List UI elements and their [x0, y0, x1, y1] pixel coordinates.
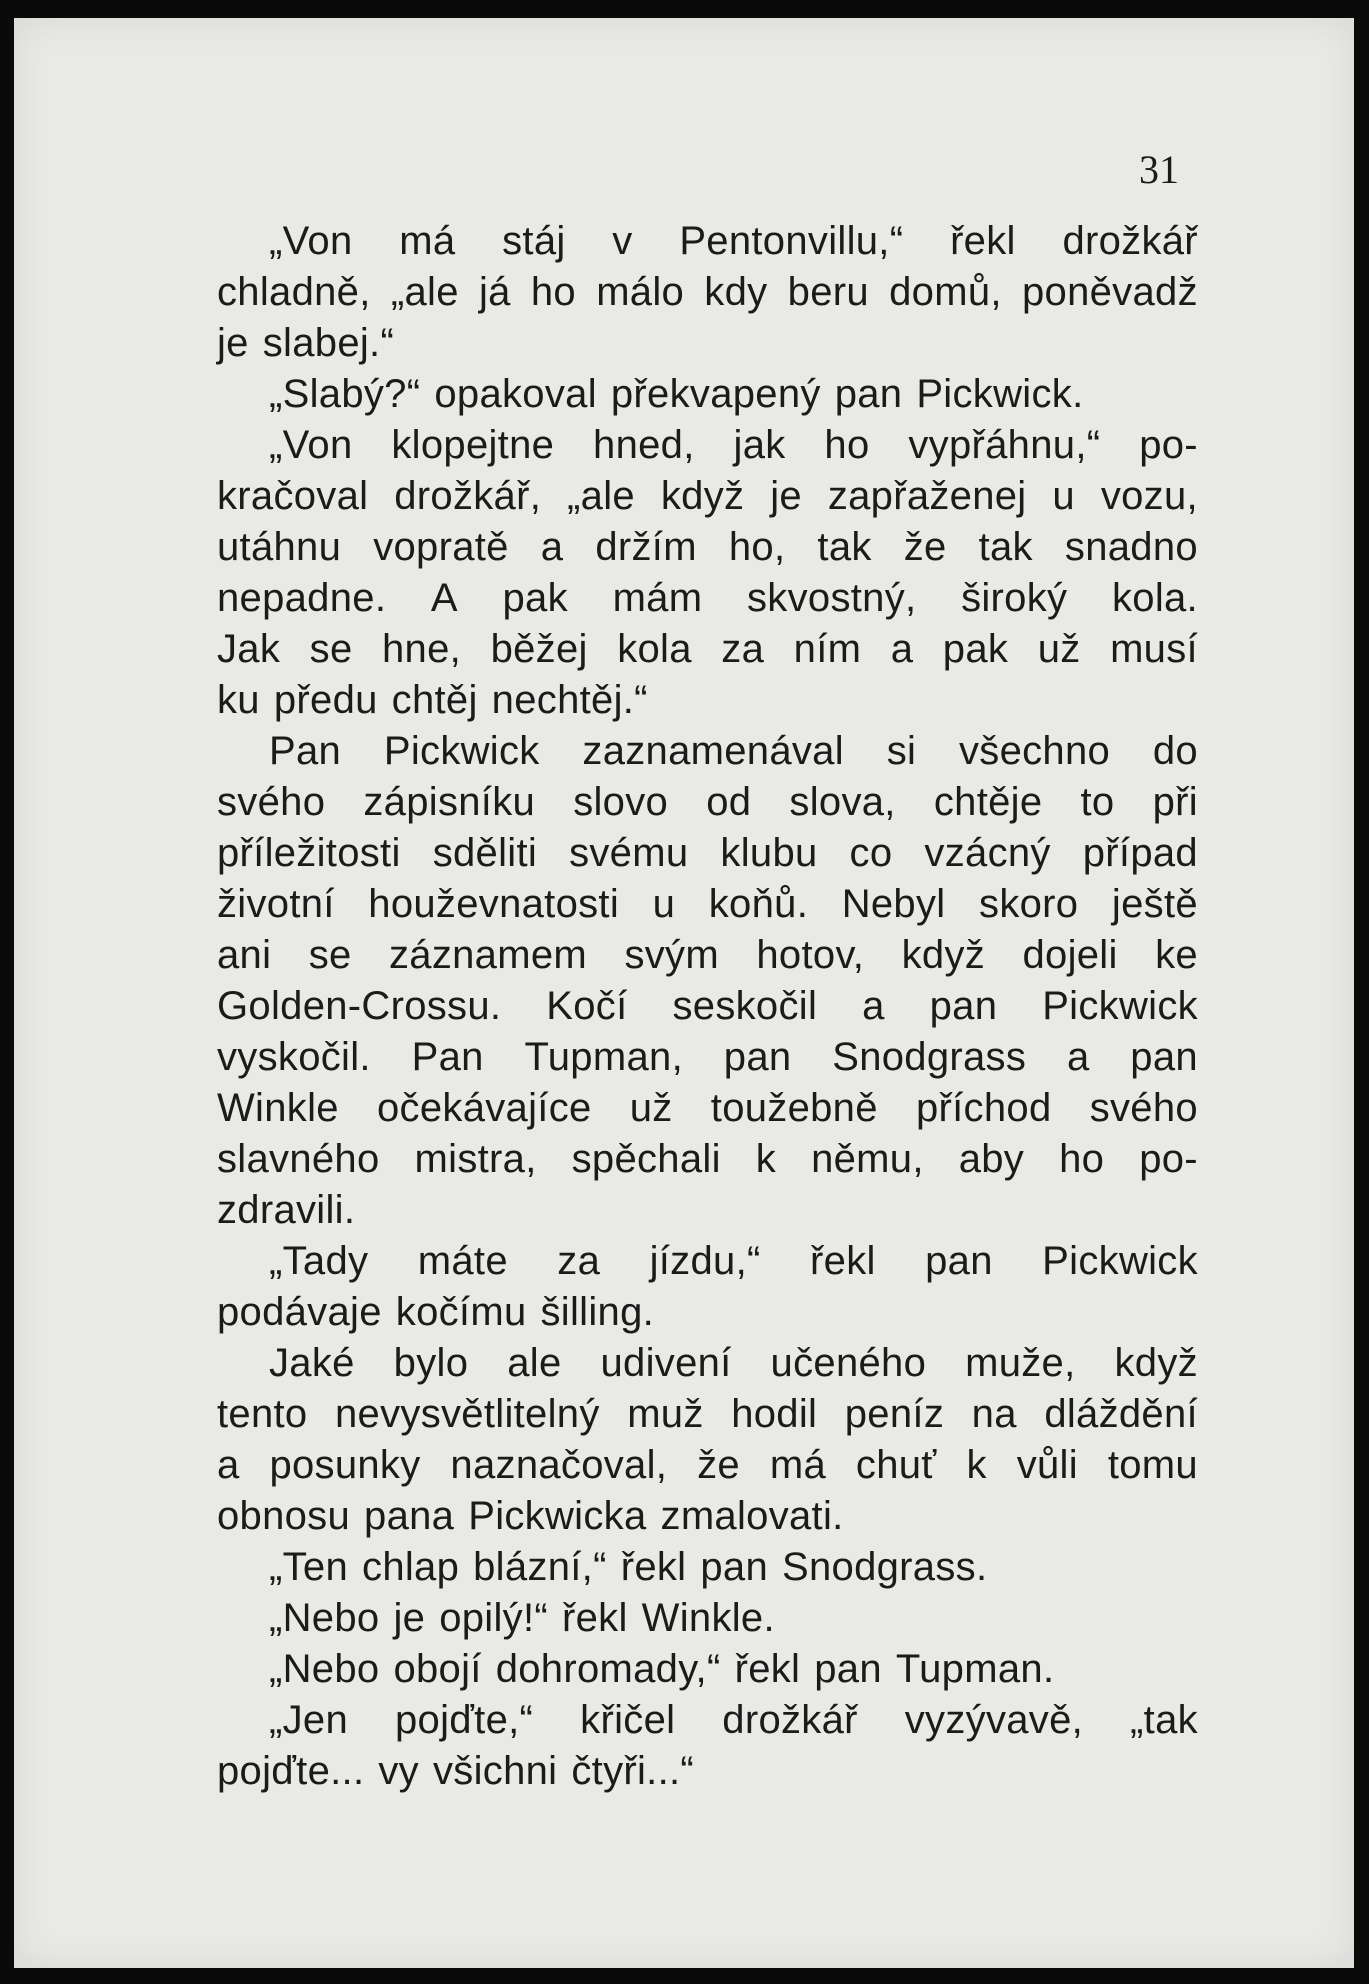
text-line: Winkle očekávajíce už toužebně příchod svého — [217, 1086, 1198, 1130]
text-line: příležitosti sděliti svému klubu co vzácný případ — [217, 831, 1198, 875]
text-line: obnosu pana Pickwicka zmalovati. — [217, 1494, 844, 1538]
text-line: „Von má stáj v Pentonvillu,“ řekl drožkář — [269, 219, 1198, 263]
text-line: tento nevysvětlitelný muž hodil peníz na dláždění — [217, 1392, 1198, 1436]
text-line: chladně, „ale já ho málo kdy beru domů, poněvadž — [217, 270, 1198, 314]
text-line: „Nebo obojí dohromady,“ řekl pan Tupman. — [269, 1647, 1055, 1691]
text-line: podávaje kočímu šilling. — [217, 1290, 655, 1334]
text-line: je slabej.“ — [217, 321, 395, 365]
text-line: životní houževnatosti u koňů. Nebyl skoro ještě — [217, 882, 1198, 926]
text-line: Golden-Crossu. Kočí seskočil a pan Pickwick — [217, 984, 1198, 1028]
text-line: ani se záznamem svým hotov, když dojeli ke — [217, 933, 1198, 977]
text-line: pojďte... vy všichni čtyři...“ — [217, 1749, 695, 1793]
text-line: „Ten chlap blázní,“ řekl pan Snodgrass. — [269, 1545, 988, 1589]
text-line: svého zápisníku slovo od slova, chtěje to při — [217, 780, 1198, 824]
text-line: Pan Pickwick zaznamenával si všechno do — [269, 729, 1198, 773]
text-line: „Jen pojďte,“ křičel drožkář vyzývavě, „tak — [269, 1698, 1198, 1742]
text-line: Jak se hne, běžej kola za ním a pak už musí — [217, 627, 1198, 671]
text-line: „Nebo je opilý!“ řekl Winkle. — [269, 1596, 775, 1640]
text-line: nepadne. A pak mám skvostný, široký kola. — [217, 576, 1198, 620]
text-line: ku předu chtěj nechtěj.“ — [217, 678, 648, 722]
text-line: „Von klopejtne hned, jak ho vypřáhnu,“ po- — [269, 423, 1198, 467]
text-line: „Slabý?“ opakoval překvapený pan Pickwick. — [269, 372, 1084, 416]
text-line: zdravili. — [217, 1188, 356, 1232]
page-text — [217, 216, 1198, 1797]
text-line: a posunky naznačoval, že má chuť k vůli tomu — [217, 1443, 1198, 1487]
page-number: 31 — [1139, 147, 1179, 192]
text-line: utáhnu vopratě a držím ho, tak že tak snadno — [217, 525, 1198, 569]
text-line: kračoval drožkář, „ale když je zapřaženej u vozu, — [217, 474, 1198, 518]
text-line: „Tady máte za jízdu,“ řekl pan Pickwick — [269, 1239, 1198, 1283]
text-line: slavného mistra, spěchali k němu, aby ho po- — [217, 1137, 1198, 1181]
text-line: Jaké bylo ale udivení učeného muže, když — [269, 1341, 1198, 1385]
book-page — [14, 18, 1354, 1968]
text-line: vyskočil. Pan Tupman, pan Snodgrass a pan — [217, 1035, 1198, 1079]
